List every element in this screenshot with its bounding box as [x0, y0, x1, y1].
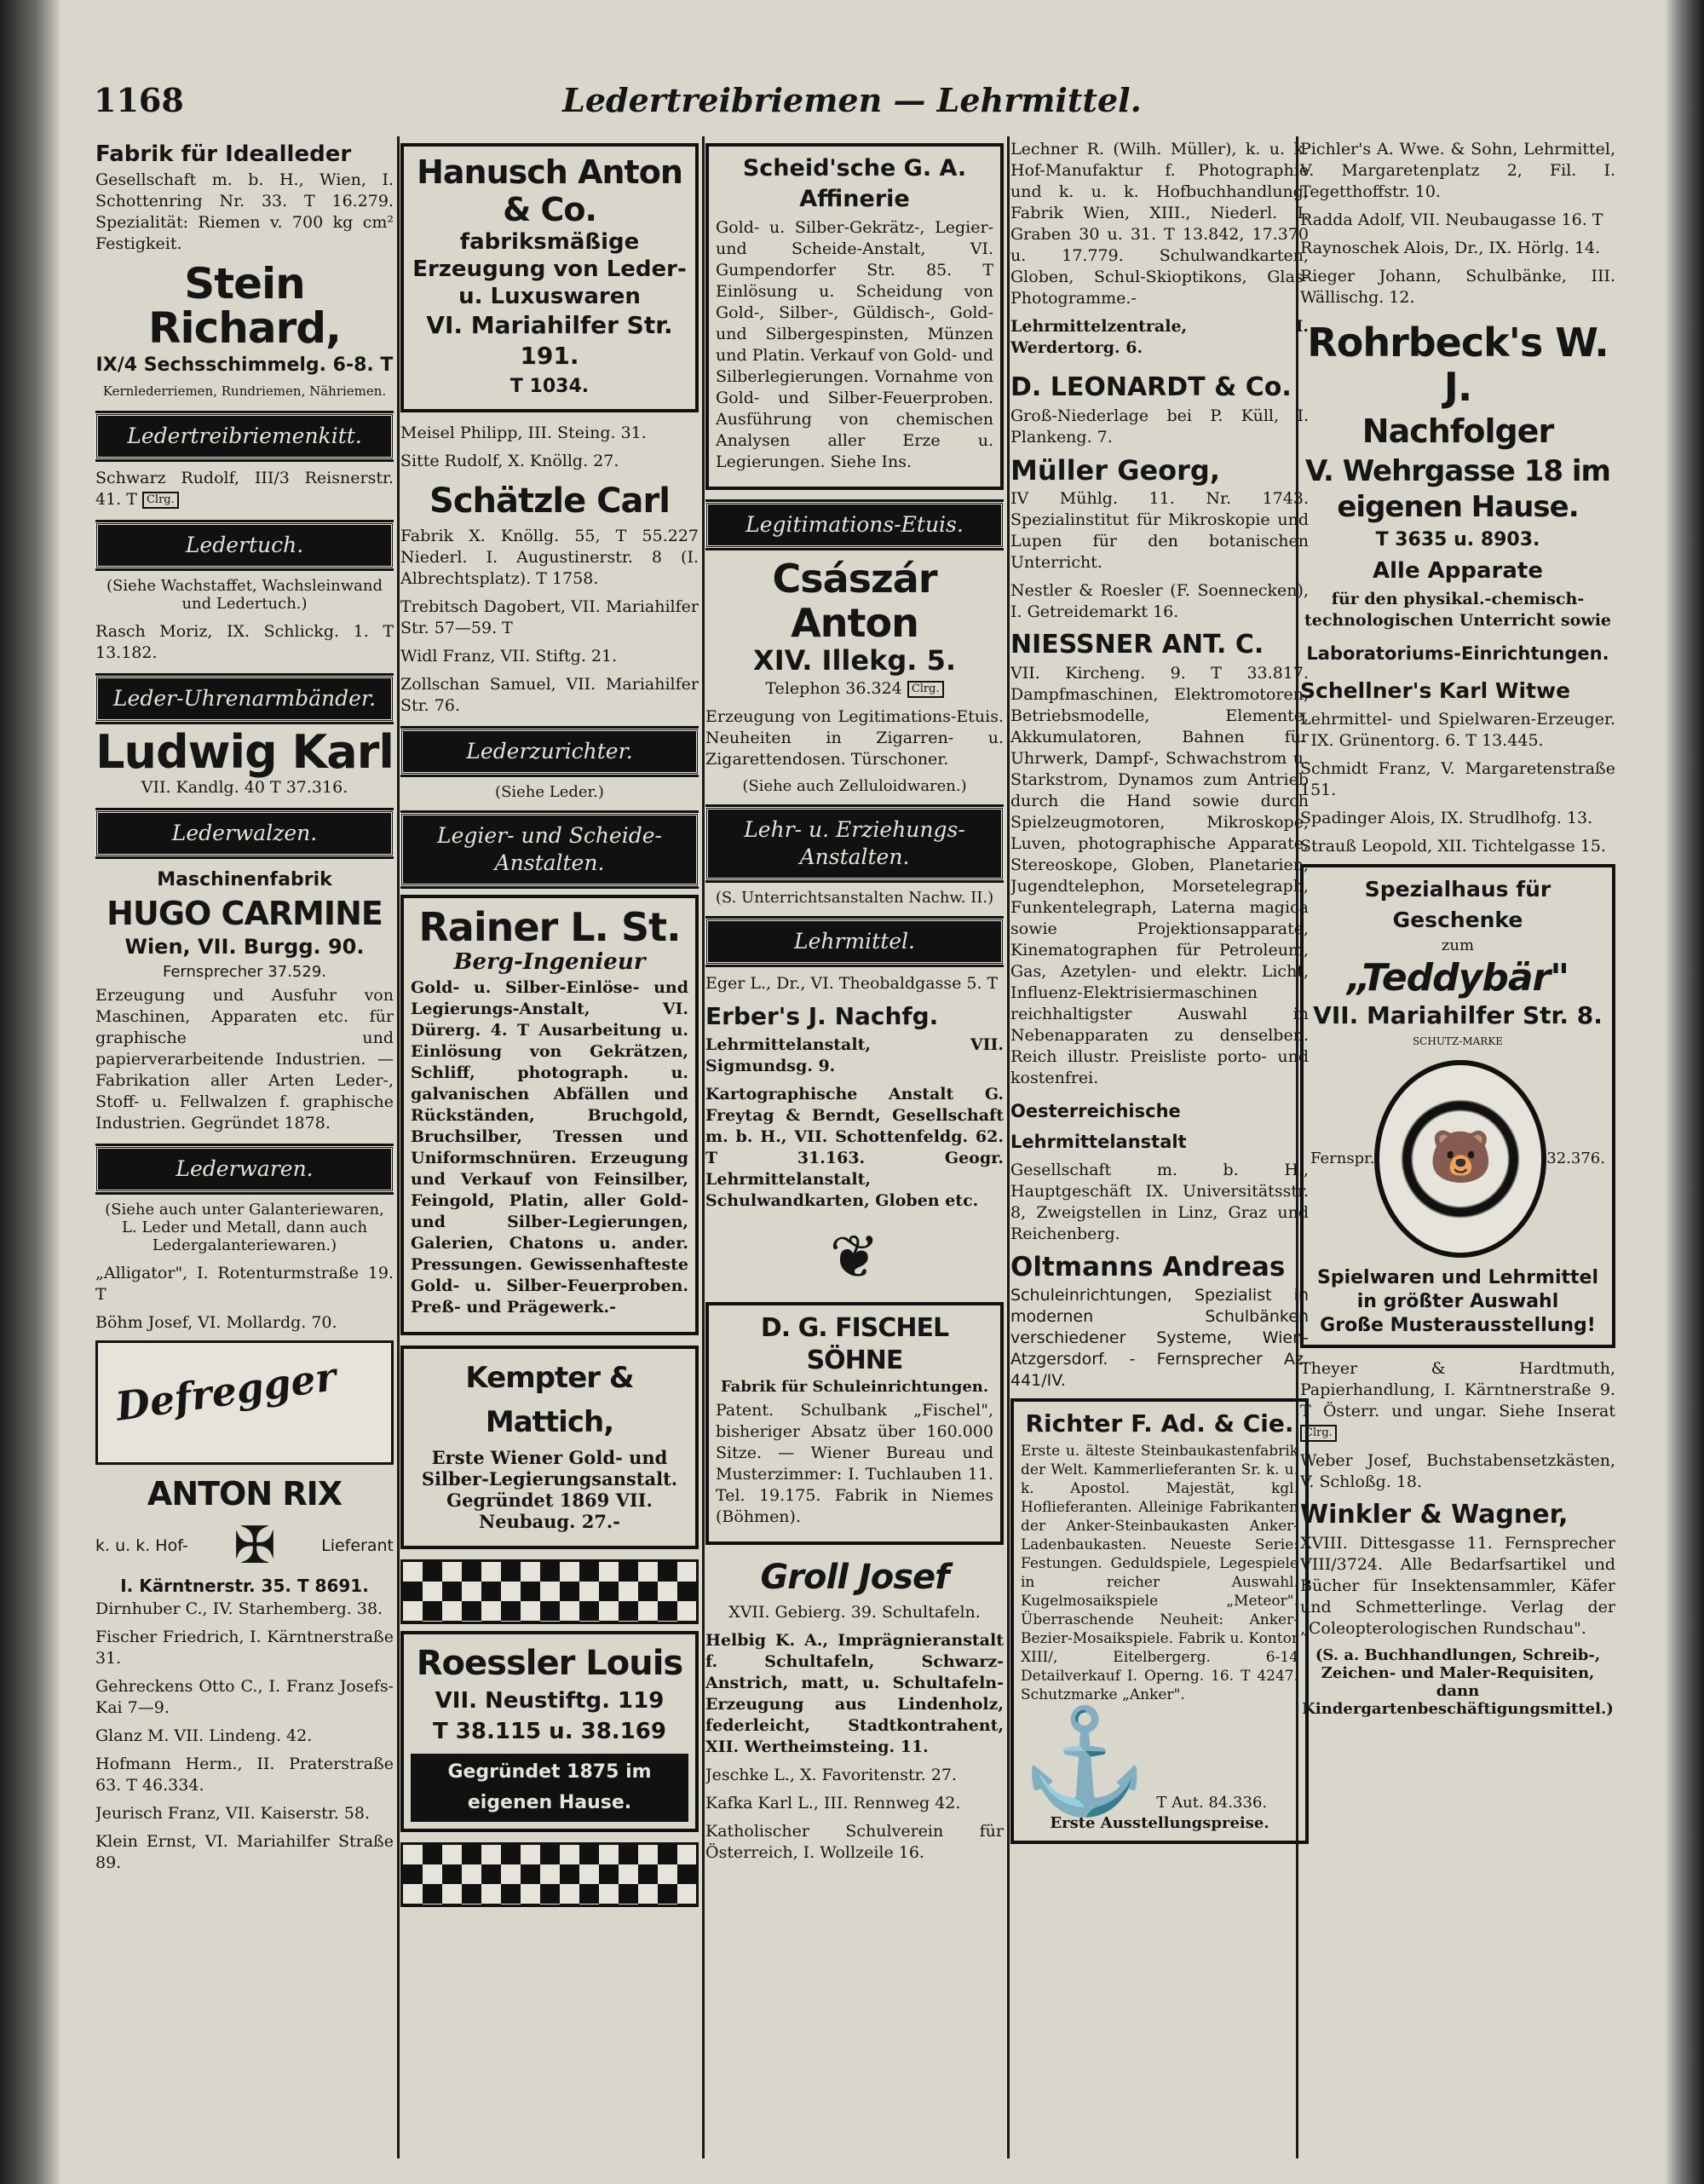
ad-line: Alle Apparate — [1373, 558, 1543, 584]
section-heading: Lederwaren. — [95, 1146, 394, 1192]
ad-text: Patent. Schulbank „Fischel", bisheriger Absatz über 160.000 Sitze. — Wiener Bureau und Musterzimmer: I. Tuchlauben 11. Tel. 19.175. Fabrik in Niemes (Böhmen). — [716, 1401, 993, 1526]
ad-address: VII. Mariahilfer Str. 8. — [1313, 1001, 1603, 1029]
entry-zollschan: Zollschan Samuel, VII. Mariahilfer Str. 76. — [400, 675, 699, 715]
entry-glanz: Glanz M. VII. Lindeng. 42. — [95, 1726, 313, 1745]
ad-title: Ludwig Karl — [95, 725, 394, 779]
ad-text: Groß-Niederlage bei P. Küll, I. Plankeng. 7. — [1010, 406, 1309, 447]
ad-scheid — [705, 143, 1004, 490]
ad-text: fabriksmäßige Erzeugung von Leder- u. Luxuswaren — [412, 229, 687, 309]
ad-text: für den physikal.-chemisch-technologischen Unterricht sowie — [1304, 590, 1612, 630]
entry-lechner: Lechner R. (Wilh. Müller), k. u. k. Hof-Manufaktur f. Photographie und k. u. k. Hofbuchhandlung, Fabrik Wien, XIII., Niederl. I. Graben 30 u. 31. T 13.842, 17.370 u. 17.779. Schulwandkarten, Globen, Schul-Skioptikons, Glas-Photogramme.- — [1010, 140, 1309, 308]
ad-text: Erste u. älteste Steinbaukastenfabrik der Welt. Kammerlieferanten Sr. k. u. k. Apostol. Majestät, kgl. Hoflieferanten. Alleinige Fabrikanten der Anker-Steinbaukasten Anker-Ladenbaukasten. Neueste Serie: Festungen. Geduldspiele, Legespiele in reicher Auswahl. Kugelmosaikspiele „Meteor". Überraschende Neuheit: Anker-Bezier-Mosaikspiele. Fabrik u. Kontor XIII/, Eitelbergerg. 6-14 Detailverkauf I. Operng. 16. T 4247. Schutzmarke „Anker". — [1021, 1443, 1298, 1703]
ad-title: Schätzle Carl — [429, 481, 670, 521]
entry-schwarz: Schwarz Rudolf, III/3 Reisnerstr. 41. T Clrg. — [95, 469, 394, 509]
teddy-bear-emblem-icon: 🐻 — [1374, 1060, 1546, 1258]
entry-trebitsch: Trebitsch Dagobert, VII. Mariahilfer Str. 57—59. T — [400, 597, 699, 637]
ad-note: Erste Ausstellungspreise. — [1050, 1814, 1269, 1832]
ad-address: Wien, VII. Burgg. 90. — [124, 935, 365, 959]
ad-title: Winkler & Wagner, — [1300, 1500, 1569, 1530]
page-number: 1168 — [94, 81, 184, 119]
entry-kartographische: Kartographische Anstalt G. Freytag & Berndt, Gesellschaft m. b. H., VII. Schottenfeldg. 62. T 31.163. Geogr. Lehrmittelanstalt, Schulwandkarten, Globen etc. — [705, 1085, 1004, 1210]
ad-title: Rohrbeck's W. J. — [1307, 320, 1609, 410]
ad-phone: T 3635 u. 8903. — [1375, 529, 1540, 550]
entry-jeschke: Jeschke L., X. Favoritenstr. 27. — [705, 1766, 957, 1784]
entry-lehrmittelzentrale: Lehrmittelzentrale, I. Werdertorg. 6. — [1010, 317, 1309, 357]
ad-hanusch — [400, 143, 699, 412]
ad-text: Lehrmittelanstalt, VII. Sigmundsg. 9. — [705, 1035, 1004, 1075]
entry-pichler: Pichler's A. Wwe. & Sohn, Lehrmittel, V. Margaretenplatz 2, Fil. I. Tegetthoffstr. 10. — [1300, 140, 1615, 201]
ad-text: Erzeugung von Legitimations-Etuis. Neuheiten in Zigarren- u. Zigarettendosen. Türschoner. — [705, 707, 1004, 769]
ad-text: Gold- u. Silber-Gekrätz-, Legier- und Scheide-Anstalt, VI. Gumpendorfer Str. 85. T Einlösung u. Scheidung von Gold-, Silber-, Güldisch-, Gold- und Silbergespinsten, Münzen und Platin. Verkauf von Gold- und Silberlegierungen. Vornahme von Gold- und Silber-Feuerproben. Ausführung von chemischen Analysen aller Erze u. Legierungen. Siehe Ins. — [716, 218, 993, 471]
entry-jeurisch: Jeurisch Franz, VII. Kaiserstr. 58. — [95, 1804, 371, 1823]
clrg-icon: Clrg. — [1300, 1425, 1337, 1442]
ad-teddybar — [1300, 864, 1615, 1348]
ad-line: Große Musterausstellung! — [1320, 1315, 1596, 1336]
entry-weber: Weber Josef, Buchstabensetzkästen, V. Schloßg. 18. — [1300, 1451, 1615, 1491]
ad-line: Spezialhaus für Geschenke — [1364, 877, 1551, 932]
ad-text: VII. Kircheng. 9. T 33.817. Dampfmaschinen, Elektromotoren, Betriebsmodelle, Elemente, Akkumulatoren, Bahnen für Uhrwerk, Dampf-, Schwachstrom u. Starkstrom, Dynamos zum Antrieb durch die Hand sowie durch Spielzeugmotoren, Mikroskope, Luven, photographische Apparate, Stereoskope, Globen, Planetarien, Jugendtelephon, Morsetelegraph, Funkentelegraph, Laterna magica sowie Projektionsapparate, Kinematographen für Petroleum, Gas, Azetylen- und elektr. Licht, Influenz-Elektrisiermaschinen reichhaltigster Auswahl in Nebenapparaten zu denselben. Reich illustr. Preisliste porto- und kostenfrei. — [1010, 664, 1309, 1087]
ad-address: VI. Mariahilfer Str. 191. — [426, 311, 673, 370]
entry-idealleder — [95, 139, 394, 255]
ad-roessler — [400, 1631, 699, 1832]
ad-text: XVIII. Dittesgasse 11. Fernsprecher VIII/3724. Alle Bedarfsartikel und Bücher für Insektensammler, Käfer und Schmetterlinge. Verlag der „Coleopterologischen Rundschau". — [1300, 1534, 1615, 1638]
ad-phone: T Aut. 84.336. — [1156, 1794, 1268, 1812]
ad-osterreichische — [1010, 1096, 1309, 1245]
entry-widl: Widl Franz, VII. Stiftg. 21. — [400, 647, 618, 666]
ad-fischel — [705, 1302, 1004, 1545]
entry-dirnhuber: Dirnhuber C., IV. Starhemberg. 38. — [95, 1599, 383, 1618]
section-heading: Lehr- u. Erziehungs-Anstalten. — [705, 807, 1004, 880]
column-3 — [705, 136, 1004, 2158]
ad-title: HUGO CARMINE — [106, 895, 383, 932]
ad-address: XIV. Illekg. 5. — [753, 644, 956, 677]
clrg-icon: Clrg. — [142, 492, 179, 509]
ad-title: Hanusch Anton & Co. — [417, 153, 682, 228]
column-5 — [1300, 136, 1615, 2158]
ad-schatzle — [400, 479, 699, 590]
ad-title: ANTON RIX — [147, 1475, 343, 1513]
ad-text: Lehrmittel- und Spielwaren-Erzeuger. - IX. Grünentorg. 6. T 13.445. — [1300, 710, 1615, 750]
ad-csaszar — [705, 556, 1004, 770]
ad-phone: Fernsprecher 37.529. — [162, 963, 327, 981]
section-heading: Ledertuch. — [95, 522, 394, 568]
eagle-emblem-icon: ✠ — [233, 1516, 277, 1576]
section-heading: Ledertreibriemenkitt. — [95, 413, 394, 459]
ad-title: Stein Richard, — [147, 259, 342, 353]
ad-text: Fabrik X. Knöllg. 55, T 55.227 Niederl. I. Augustinerstr. 8 (I. Albrechtsplatz). T 1758. — [400, 527, 699, 588]
entry-eger: Eger L., Dr., VI. Theobaldgasse 5. T — [705, 974, 999, 993]
ad-title: Császár Anton — [772, 556, 937, 646]
section-heading: Lederwalzen. — [95, 810, 394, 856]
checkerboard-border — [400, 1559, 699, 1624]
ad-address: V. Wehrgasse 18 im eigenen Hause. — [1305, 454, 1610, 524]
entry-gehreckens: Gehreckens Otto C., I. Franz Josefs-Kai 7—9. — [95, 1677, 394, 1717]
ad-niessner — [1010, 630, 1309, 1089]
ad-text: Erste Wiener Gold- und Silber-Legierungsanstalt. Gegründet 1869 VII. Neubaug. 27.- — [421, 1447, 678, 1532]
entry-helbig: Helbig K. A., Imprägnieranstalt f. Schultafeln, Schwarz-Anstrich, matt, u. Schultafeln-Erzeugung aus Lindenholz, federleicht, Stadtkontrahent, XII. Wertheimsteing. 11. — [705, 1631, 1004, 1756]
ad-line: zum — [1441, 936, 1475, 954]
ad-phone-label: Fernspr. — [1310, 1150, 1375, 1167]
ad-title: Oltmanns Andreas — [1010, 1252, 1286, 1282]
entry-strauss: Strauß Leopold, XII. Tichtelgasse 15. — [1300, 837, 1606, 856]
clrg-icon: Clrg. — [907, 681, 944, 698]
page-header — [94, 81, 1610, 132]
ad-muller — [1010, 455, 1309, 573]
section-heading: Lederzurichter. — [400, 729, 699, 775]
entry-name: Fabrik für Idealleder — [95, 141, 352, 167]
column-1 — [95, 136, 394, 2158]
entry-hofmann: Hofmann Herm., II. Praterstraße 63. T 46.334. — [95, 1755, 394, 1795]
ad-title: Richter F. Ad. & Cie. — [1025, 1409, 1294, 1438]
column-4 — [1010, 136, 1309, 2158]
ad-carmine — [95, 865, 394, 1134]
ad-text: IV Mühlg. 11. Nr. 1743. Spezialinstitut für Mikroskopie und Lupen für den botanischen Unterricht. — [1010, 489, 1309, 572]
entry-fischer: Fischer Friedrich, I. Kärntnerstraße 31. — [95, 1628, 394, 1668]
section-heading: Leder-Uhrenarmbänder. — [95, 676, 394, 722]
entry-nestler: Nestler & Roesler (F. Soennecken), I. Getreidemarkt 16. — [1010, 581, 1309, 621]
column-rule — [702, 136, 705, 2158]
ad-title: D. LEONARDT & Co. — [1010, 372, 1292, 402]
entry-katholischer: Katholischer Schulverein für Österreich, I. Wollzeile 16. — [705, 1822, 1004, 1862]
ad-text: Gold- u. Silber-Einlöse- und Legierungs-Anstalt, VI. Dürerg. 4. T Ausarbeitung u. Einlösung von Gekrätzen, Schliff, photograph. u. galvanischen Abfällen und Rückständen, Bruchgold, Bruchsilber, Tressen und Uniformschnüren. Erzeugung und Verkauf von Feinsilber, Feingold, Platin, aller Gold- und Silber-Legierungen, Galerien, Chatons u. ander. Pressungen. Gewissenhafteste Gold- u. Silber-Feuerproben. Preß- und Prägewerk.- — [411, 978, 688, 1317]
section-note: (S. a. Buchhandlungen, Schreib-, Zeichen- und Maler-Requisiten, dann Kindergartenbeschäftigungsmittel.) — [1302, 1646, 1614, 1718]
ad-kempter — [400, 1346, 699, 1549]
ad-ludwig — [95, 725, 394, 798]
ad-address: IX/4 Sechsschimmelg. 6-8. T — [95, 354, 394, 376]
ad-line: Nachfolger — [1361, 412, 1554, 450]
section-heading: Legitimations-Etuis. — [705, 502, 1004, 548]
ad-title: Oesterreichische Lehrmittelanstalt — [1010, 1101, 1187, 1152]
ad-address: VII. Neustiftg. 119 — [435, 1688, 665, 1714]
ad-text: Schuleinrichtungen, Spezialist in modernen Schulbänken verschiedener Systeme, Wien-Atzgersdorf. - Fernsprecher Az. 441/IV. — [1010, 1286, 1309, 1390]
trademark-label: SCHUTZ-MARKE — [1412, 1035, 1504, 1047]
ad-phone: T 38.115 u. 38.169 — [433, 1719, 666, 1744]
ad-title: NIESSNER ANT. C. — [1010, 630, 1264, 660]
ad-title: D. G. FISCHEL SÖHNE — [760, 1313, 949, 1375]
entry-schmidt: Schmidt Franz, V. Margaretenstraße 151. — [1300, 759, 1615, 799]
defregger-logo — [95, 1340, 394, 1465]
section-note: (S. Unterrichtsanstalten Nachw. II.) — [715, 889, 994, 907]
ad-line: k. u. k. Hof- — [95, 1536, 188, 1555]
crown-ornament-icon: ❦ — [829, 1222, 880, 1292]
section-heading: Lehrmittel. — [705, 919, 1004, 965]
ad-winkler — [1300, 1500, 1615, 1639]
section-note: (Siehe auch unter Galanteriewaren, L. Leder und Metall, dann auch Ledergalanteriewaren.) — [105, 1201, 384, 1254]
ad-groll — [705, 1555, 1004, 1623]
ad-address: XVII. Gebierg. 39. Schultafeln. — [728, 1603, 981, 1622]
ad-subtitle: Fabrik für Schuleinrichtungen. — [720, 1378, 989, 1396]
ad-title: Roessler Louis — [416, 1644, 683, 1683]
entry-rieger: Rieger Johann, Schulbänke, III. Wällischg. 12. — [1300, 267, 1615, 307]
ad-line: Lieferant — [321, 1536, 394, 1555]
ad-title: Rainer L. St. — [418, 904, 681, 950]
ad-schellner — [1300, 676, 1615, 752]
entry-meisel: Meisel Philipp, III. Steing. 31. — [400, 424, 647, 442]
column-rule — [397, 136, 400, 2158]
ad-text: Erzeugung und Ausfuhr von Maschinen, Apparaten etc. für graphische und papierverarbeitende Industrien. — Fabrikation aller Arten Leder-, Stoff- u. Fellwalzen f. graphische Industrien. Gegründet 1878. — [95, 986, 394, 1132]
ad-line: Laboratoriums-Einrichtungen. — [1306, 643, 1609, 664]
ad-line: Maschinenfabrik — [157, 869, 332, 890]
section-note: (Siehe auch Zelluloidwaren.) — [742, 777, 967, 795]
ad-subtitle: Berg-Ingenieur — [453, 949, 646, 975]
page-title: Ledertreibriemen — Lehrmittel. — [562, 81, 1142, 119]
logo-text: Defregger — [112, 1353, 339, 1430]
entry-text: Gesellschaft m. b. H., Wien, I. Schottenring Nr. 33. T 16.279. Spezialität: Riemen v. 700 kg cm² Festigkeit. — [95, 170, 394, 253]
entry-alligator: „Alligator", I. Rotenturmstraße 19. T — [95, 1264, 394, 1304]
ad-rix — [95, 1472, 394, 1596]
section-heading: Legier- und Scheide-Anstalten. — [400, 813, 699, 886]
entry-sitte: Sitte Rudolf, X. Knöllg. 27. — [400, 452, 619, 470]
ad-erber — [705, 1001, 1004, 1077]
entry-klein: Klein Ernst, VI. Mariahilfer Straße 89. — [95, 1832, 394, 1872]
entry-rasch: Rasch Moriz, IX. Schlickg. 1. T 13.182. — [95, 622, 394, 662]
ad-title: Schellner's Karl Witwe — [1300, 678, 1571, 703]
ad-note: Gegründet 1875 im eigenen Hause. — [411, 1754, 688, 1822]
ad-stein — [95, 259, 394, 401]
column-2 — [400, 136, 699, 2158]
ad-rohrbeck — [1300, 320, 1615, 669]
checkerboard-border — [400, 1842, 699, 1907]
section-note: (Siehe Wachstaffet, Wachsleinwand und Ledertuch.) — [106, 577, 383, 613]
anchor-icon: ⚓ — [1021, 1703, 1148, 1821]
ad-title: Scheid'sche G. A. Affinerie — [742, 155, 967, 212]
ad-oltmanns — [1010, 1252, 1309, 1392]
ad-line: Spielwaren und Lehrmittel — [1317, 1267, 1598, 1288]
ad-title: „Teddybär" — [1346, 956, 1569, 1000]
entry-radda: Radda Adolf, VII. Neubaugasse 16. T — [1300, 210, 1603, 229]
ad-phone: T 1034. — [509, 376, 590, 397]
ad-address: VII. Kandlg. 40 T 37.316. — [141, 778, 348, 797]
entry-bohm: Böhm Josef, VI. Mollardg. 70. — [95, 1313, 337, 1332]
entry-kafka: Kafka Karl L., III. Rennweg 42. — [705, 1794, 961, 1812]
ad-line: in größter Auswahl — [1356, 1291, 1559, 1312]
ad-text: Kernlederriemen, Rundriemen, Nähriemen. — [102, 383, 387, 399]
ad-richter — [1010, 1398, 1309, 1844]
ad-phone: 32.376. — [1546, 1150, 1605, 1167]
ad-title: Kempter & Mattich, — [465, 1361, 634, 1439]
section-note: (Siehe Leder.) — [495, 783, 604, 801]
ad-address: I. Kärntnerstr. 35. T 8691. — [120, 1576, 369, 1596]
ad-title: Groll Josef — [760, 1558, 949, 1597]
entry-theyer: Theyer & Hardtmuth, Papierhandlung, I. Kärntnerstraße 9. T Österr. und ungar. Siehe Inserat Clrg. — [1300, 1358, 1615, 1444]
column-rule — [1007, 136, 1010, 2158]
ad-title: Erber's J. Nachfg. — [705, 1002, 939, 1030]
ad-rainer — [400, 895, 699, 1335]
entry-raynoschek: Raynoschek Alois, Dr., IX. Hörlg. 14. — [1300, 239, 1601, 257]
ad-title: Müller Georg, — [1010, 454, 1220, 487]
ad-leonardt — [1010, 372, 1309, 448]
entry-spadinger: Spadinger Alois, IX. Strudlhofg. 13. — [1300, 809, 1593, 827]
ad-text: Gesellschaft m. b. H., Hauptgeschäft IX. Universitätsstr. 8, Zweigstellen in Linz, Graz und Reichenberg. — [1010, 1161, 1309, 1243]
ad-phone: Telephon 36.324 — [765, 679, 902, 698]
